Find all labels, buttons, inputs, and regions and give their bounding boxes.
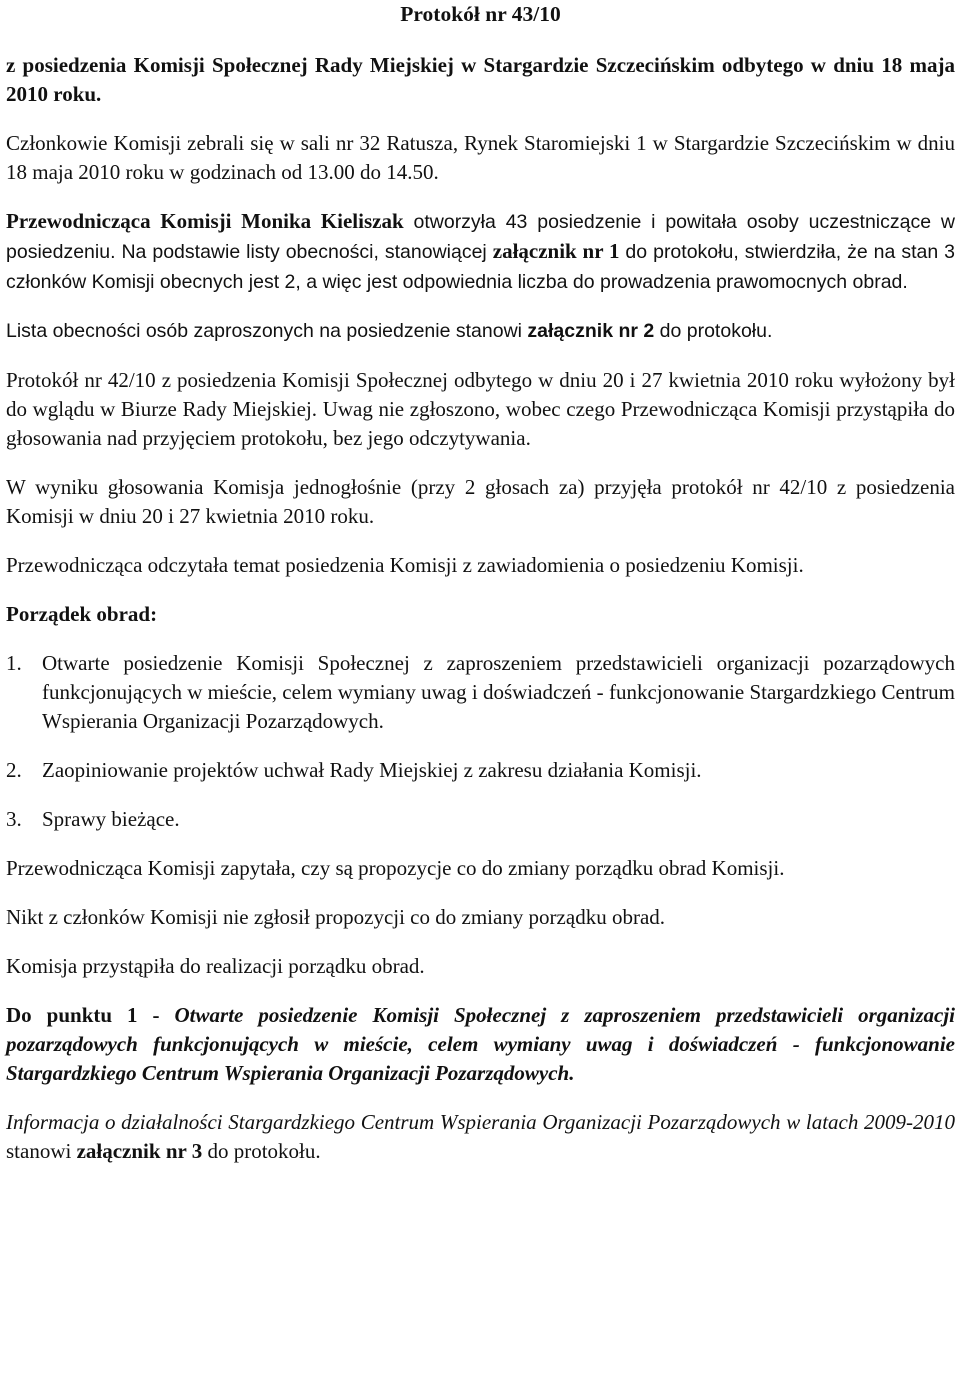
paragraph-point-1 xyxy=(6,1001,955,1088)
paragraph-info-attachment xyxy=(6,1108,955,1166)
agenda-item xyxy=(6,649,955,736)
paragraph-meeting-topic: Przewodnicząca odczytała temat posiedzenia Komisji z zawiadomienia o posiedzeniu Komisji. xyxy=(6,553,804,577)
guest-list-text: Lista obecności osób zaproszonych na posiedzenie stanowi xyxy=(6,320,528,342)
opening-text: otworzyła 43 posiedzenie i powitała osoby uczestniczące w posiedzeniu. xyxy=(6,211,955,263)
point-1-topic: Otwarte posiedzenie Komisji Społecznej z zaproszeniem przedstawicieli organizacji pozarządowych funkcjonujących w mieście, celem wymiany uwag i doświadczeń - funkcjonowanie Stargardzkiego Centrum Wspierania Organizacji Pozarządowych. xyxy=(6,1003,955,1085)
paragraph-previous-protocol: Protokół nr 42/10 z posiedzenia Komisji Społecznej odbytego w dniu 20 i 27 kwietnia 2010 roku wyłożony był do wglądu w Biurze Rady Miejskiej. Uwag nie zgłoszono, wobec czego Przewodnicząca Komisji przystąpiła do głosowania nad przyjęciem protokołu, bez jego odczytywania. xyxy=(6,368,955,450)
paragraph-meeting-location: Członkowie Komisji zebrali się w sali nr 32 Ratusza, Rynek Staromiejski 1 w Stargardzie Szczecińskim w dniu 18 maja 2010 roku w godzinach od 13.00 do 14.50. xyxy=(6,131,955,184)
paragraph-guest-list xyxy=(6,317,955,346)
paragraph-no-proposals: Nikt z członków Komisji nie zgłosił propozycji co do zmiany porządku obrad. xyxy=(6,905,666,929)
attachment-3-ref: załącznik nr 3 xyxy=(76,1139,203,1163)
attachment-1-ref: załącznik nr 1 xyxy=(492,239,620,263)
agenda-item-text: Sprawy bieżące. xyxy=(42,807,180,831)
point-1-label: Do punktu 1 - xyxy=(6,1003,175,1027)
agenda-heading: Porządek obrad: xyxy=(6,602,158,626)
paragraph-opening xyxy=(6,207,955,297)
agenda-item xyxy=(6,805,955,834)
paragraph-agenda-question: Przewodnicząca Komisji zapytała, czy są propozycje co do zmiany porządku obrad Komisji. xyxy=(6,856,785,880)
info-text: stanowi xyxy=(6,1139,77,1163)
chair-name: Przewodnicząca Komisji Monika Kieliszak xyxy=(6,209,404,233)
agenda-item-text: Zaopiniowanie projektów uchwał Rady Miejskiej z zakresu działania Komisji. xyxy=(42,758,702,782)
agenda-item-text: Otwarte posiedzenie Komisji Społecznej z zaproszeniem przedstawicieli organizacji pozarządowych funkcjonujących w mieście, celem wymiany uwag i doświadczeń - funkcjonowanie Stargardzkiego Centrum Wspierania Organizacji Pozarządowych. xyxy=(42,651,955,733)
guest-list-tail: do protokołu. xyxy=(654,320,773,342)
attendance-text: Na podstawie listy obecności, stanowiącej xyxy=(115,241,493,263)
document-subtitle: z posiedzenia Komisji Społecznej Rady Miejskiej w Stargardzie Szczecińskim odbytego w dniu 18 maja 2010 roku. xyxy=(6,53,955,106)
attachment-2-ref: załącznik nr 2 xyxy=(527,320,655,342)
paragraph-vote-result: W wyniku głosowania Komisja jednogłośnie (przy 2 głosach za) przyjęła protokół nr 42/10 z posiedzenia Komisji w dniu 20 i 27 kwietnia 2010 roku. xyxy=(6,475,955,528)
agenda-item-number: 3. xyxy=(6,807,22,831)
quorum-text: do protokołu, stwierdziła, że na stan 3 członków Komisji obecnych jest 2, a więc jest odpowiednia liczba do prowadzenia prawomocnych obrad. xyxy=(6,241,955,293)
agenda-item-number: 2. xyxy=(6,758,22,782)
agenda-item xyxy=(6,756,955,785)
info-title: Informacja o działalności Stargardzkiego Centrum Wspierania Organizacji Pozarządowych w latach 2009-2010 xyxy=(6,1110,955,1134)
info-tail: do protokołu. xyxy=(202,1139,321,1163)
paragraph-proceed: Komisja przystąpiła do realizacji porządku obrad. xyxy=(6,954,425,978)
document-title: Protokół nr 43/10 xyxy=(400,2,561,26)
agenda-item-number: 1. xyxy=(6,651,22,675)
